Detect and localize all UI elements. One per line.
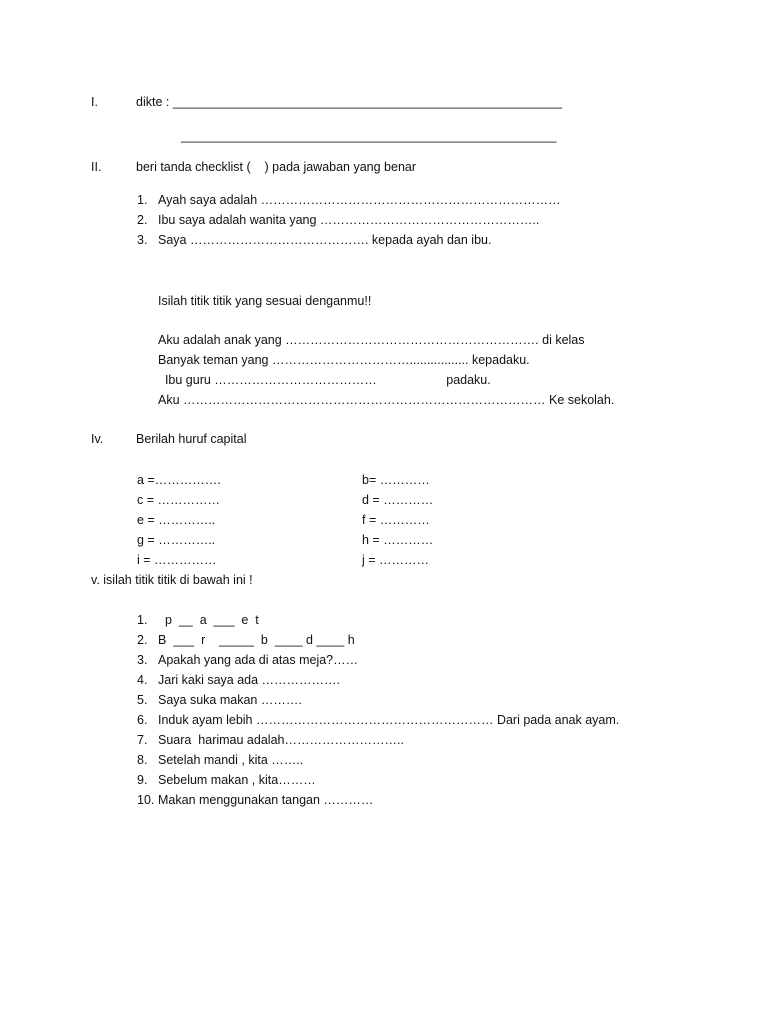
list-item-number: 3. [137,653,148,667]
list-item-text: Ibu saya adalah wanita yang …………………………………………….. [158,213,540,227]
fill-line: Aku …………………………………………………………………………… Ke sekolah. [158,393,615,407]
list-item-number: 2. [137,633,148,647]
section-5-instruction: v. isilah titik titik di bawah ini ! [91,573,253,587]
letter-left: a =……………. [137,473,221,487]
letter-right: j = ………… [362,553,430,567]
list-item-number: 5. [137,693,148,707]
list-item-text: Induk ayam lebih ………………………………………………… Dari pada anak ayam. [158,713,620,727]
list-item-number: 1. [137,193,148,207]
letter-left: g = ………….. [137,533,216,547]
list-item-number: 6. [137,713,148,727]
letter-left: i = …………… [137,553,217,567]
dictation-label: dikte : ________________________________________________________ [136,95,563,109]
letter-left: e = ………….. [137,513,216,527]
list-item-text: Setelah mandi , kita …….. [158,753,304,767]
section-1-numeral: I. [91,95,98,109]
letter-right: f = ………… [362,513,430,527]
section-4-instruction: Berilah huruf capital [136,432,247,446]
list-item-text: Sebelum makan , kita……… [158,773,316,787]
section-3-instruction: Isilah titik titik yang sesuai denganmu!! [158,294,372,308]
list-item-number: 7. [137,733,148,747]
list-item-text: p __ a ___ e t [158,613,259,627]
list-item-number: 10. [137,793,155,807]
list-item-number: 8. [137,753,148,767]
letter-right: d = ………… [362,493,434,507]
list-item-text: Jari kaki saya ada ………………. [158,673,340,687]
section-2-numeral: II. [91,160,102,174]
letter-right: h = ………… [362,533,434,547]
list-item-number: 2. [137,213,148,227]
list-item-number: 3. [137,233,148,247]
section-2-instruction: beri tanda checklist ( ) pada jawaban yang benar [136,160,417,174]
section-4-numeral: Iv. [91,432,104,446]
fill-line: Banyak teman yang ……………………………................. kepadaku. [158,353,530,367]
list-item-number: 4. [137,673,148,687]
letter-right: b= ………… [362,473,430,487]
list-item-number: 9. [137,773,148,787]
fill-line: Ibu guru ………………………………… padaku. [158,373,491,387]
list-item-text: Saya ……………………………………. kepada ayah dan ibu. [158,233,492,247]
list-item-number: 1. [137,613,148,627]
list-item-text: Suara harimau adalah……………………….. [158,733,404,747]
letter-left: c = …………… [137,493,220,507]
list-item-text: Saya suka makan ………. [158,693,302,707]
list-item-text: B ___ r _____ b ____ d ____ h [158,633,355,647]
dictation-line-2: ______________________________________________________ [181,129,557,143]
list-item-text: Apakah yang ada di atas meja?…… [158,653,359,667]
list-item-text: Makan menggunakan tangan ………… [158,793,374,807]
fill-line: Aku adalah anak yang ……………………………………………………. di kelas [158,333,585,347]
list-item-text: Ayah saya adalah ……………………………………………………………… [158,193,561,207]
